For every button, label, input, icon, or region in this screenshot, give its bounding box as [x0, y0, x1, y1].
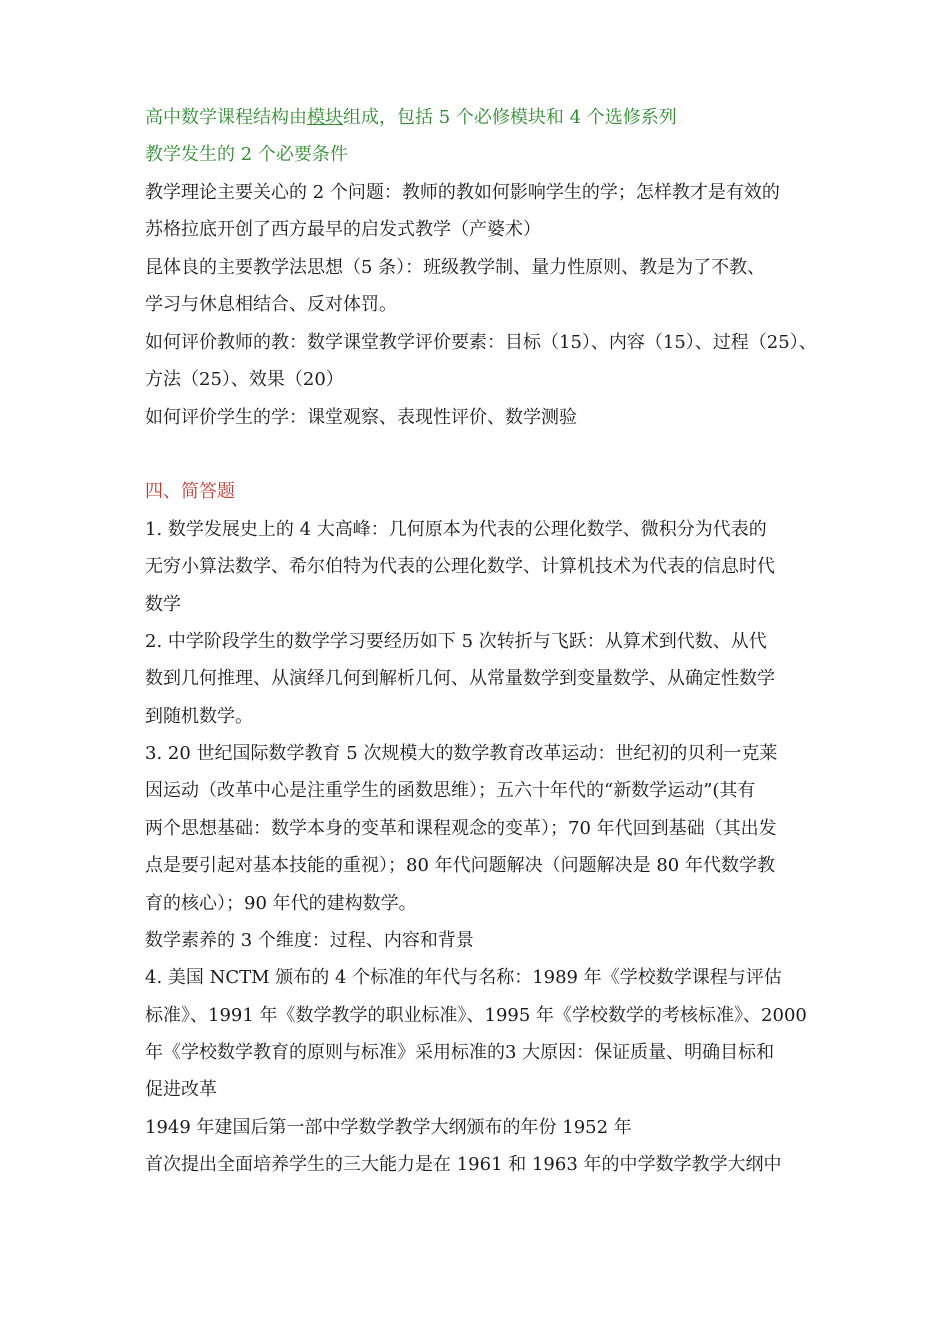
answer-line: 2. 中学阶段学生的数学学习要经历如下 5 次转折与飞跃：从算术到代数、从代: [145, 631, 767, 652]
student-evaluation-line: 如何评价学生的学：课堂观察、表现性评价、数学测验: [145, 407, 577, 428]
course-structure-line: [145, 106, 825, 130]
answer-line: 4. 美国 NCTM 颁布的 4 个标准的年代与名称：1989 年《学校数学课程与评估: [145, 967, 782, 988]
teaching-conditions-line: 教学发生的 2 个必要条件: [145, 144, 348, 165]
answer-line: 育的核心）；90 年代的建构数学。: [145, 893, 417, 914]
quintilian-line-1: 昆体良的主要教学法思想（5 条）：班级教学制、量力性原则、教是为了不教、: [145, 257, 766, 278]
answer-line: 1. 数学发展史上的 4 大高峰：几何原本为代表的公理化数学、微积分为代表的: [145, 519, 767, 540]
section-heading: 四、简答题: [145, 481, 235, 502]
answer-line: 无穷小算法数学、希尔伯特为代表的公理化数学、计算机技术为代表的信息时代: [145, 556, 775, 577]
socrates-line: 苏格拉底开创了西方最早的启发式教学（产婆术）: [145, 219, 541, 240]
course-structure-before: 高中数学课程结构由: [145, 107, 307, 128]
answer-line: 促进改革: [145, 1079, 217, 1100]
answer-line: 两个思想基础：数学本身的变革和课程观念的变革）；70 年代回到基础（其出发: [145, 818, 777, 839]
answer-line: 因运动（改革中心是注重学生的函数思维）；五六十年代的“新数学运动”(其有: [145, 780, 756, 801]
course-structure-after: 组成，包括 5 个必修模块和 4 个选修系列: [343, 107, 677, 128]
answer-line: 首次提出全面培养学生的三大能力是在 1961 和 1963 年的中学数学教学大纲中: [145, 1154, 782, 1175]
quintilian-line-2: 学习与休息相结合、反对体罚。: [145, 294, 397, 315]
teacher-evaluation-line-2: 方法（25）、效果（20）: [145, 369, 344, 390]
module-underlined-term: 模块: [307, 107, 343, 128]
answer-line: 到随机数学。: [145, 706, 253, 727]
answer-line: 1949 年建国后第一部中学数学教学大纲颁布的年份 1952 年: [145, 1117, 632, 1138]
answer-line: 年《学校数学教育的原则与标准》采用标准的3 大原因：保证质量、明确目标和: [145, 1042, 775, 1063]
answer-line: 3. 20 世纪国际数学教育 5 次规模大的数学教育改革运动：世纪初的贝利一克莱: [145, 743, 778, 764]
answer-line: 数学: [145, 594, 181, 615]
answer-line: 标准》、1991 年《数学教学的职业标准》、1995 年《学校数学的考核标准》、2000: [145, 1005, 807, 1026]
answer-line: 数学素养的 3 个维度：过程、内容和背景: [145, 930, 474, 951]
answer-line: 点是要引起对基本技能的重视）；80 年代问题解决（问题解决是 80 年代数学教: [145, 855, 775, 876]
answer-line: 数到几何推理、从演绎几何到解析几何、从常量数学到变量数学、从确定性数学: [145, 668, 775, 689]
teacher-evaluation-line-1: 如何评价教师的教：数学课堂教学评价要素：目标（15）、内容（15）、过程（25）、: [145, 332, 817, 353]
teaching-theory-line: 教学理论主要关心的 2 个问题：教师的教如何影响学生的学；怎样教才是有效的: [145, 182, 780, 203]
